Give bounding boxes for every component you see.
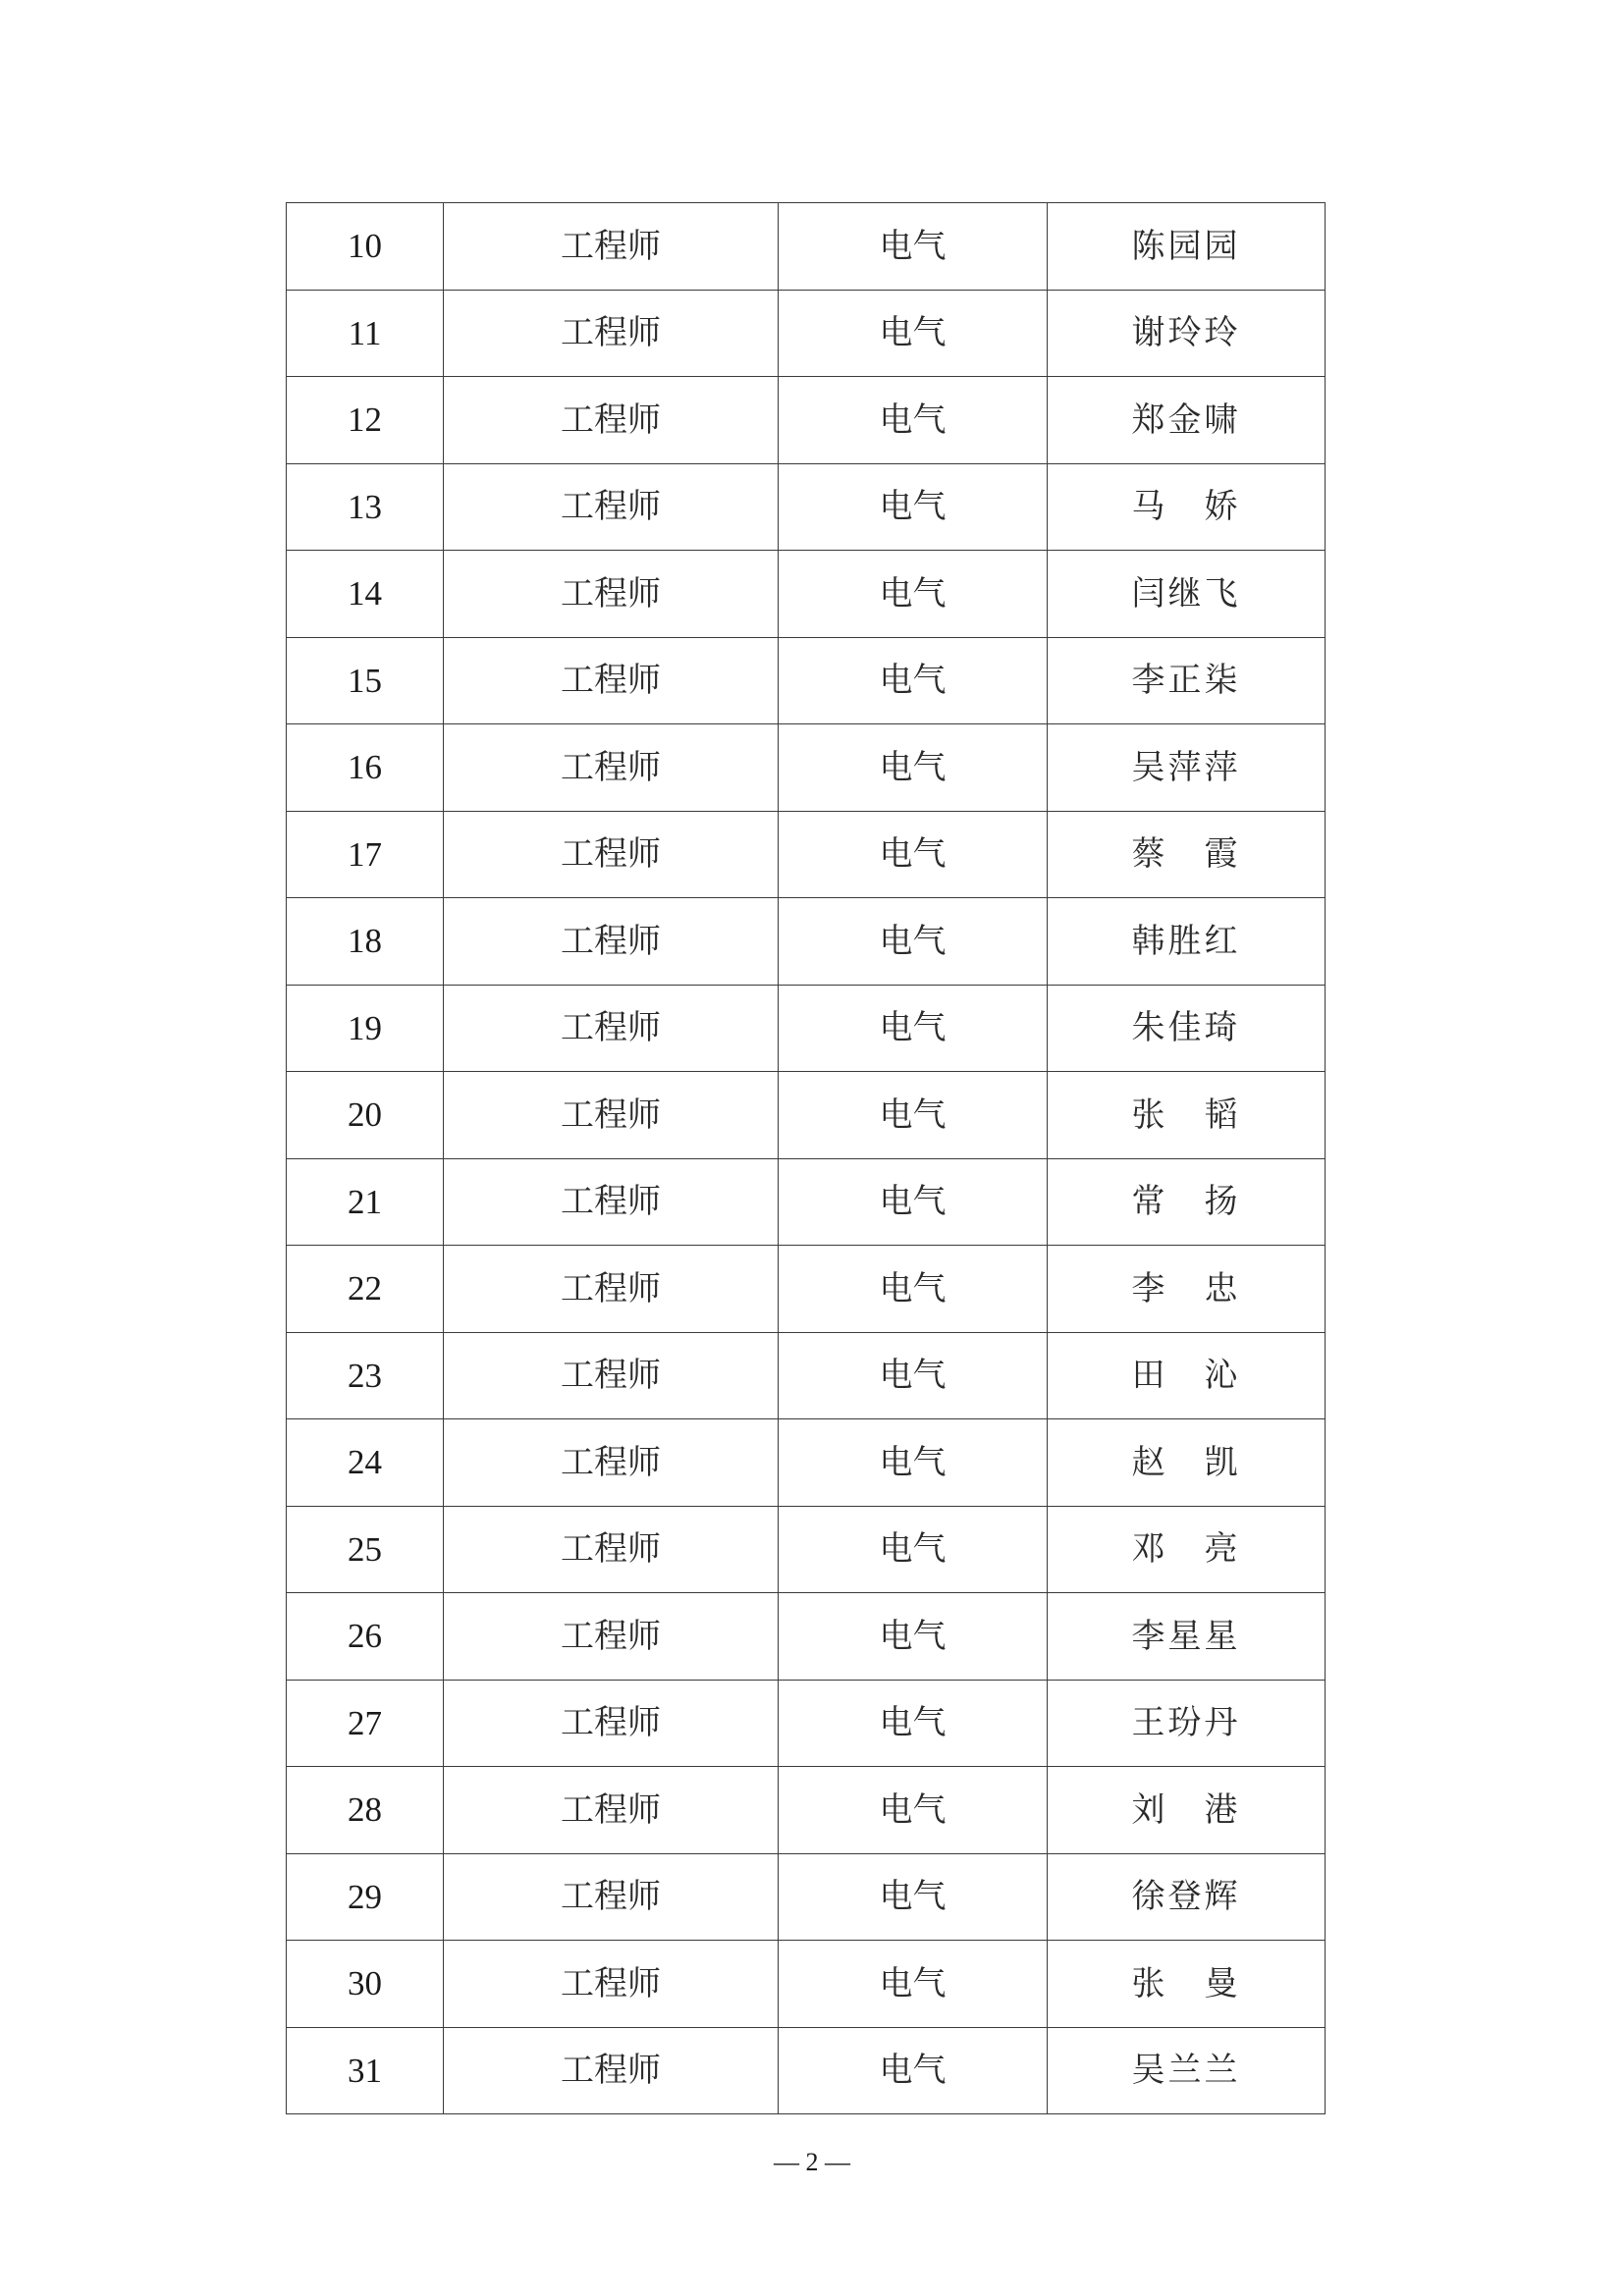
job-title-text: 工程师 (561, 313, 661, 353)
specialty-cell (779, 2027, 1048, 2114)
specialty-text: 电气 (879, 1963, 947, 2003)
row-number-text: 24 (348, 1443, 382, 1482)
row-number-text: 18 (348, 922, 382, 961)
person-name-cell (1048, 811, 1326, 898)
row-number-cell (287, 1941, 444, 2028)
table-row (287, 551, 1326, 638)
row-number-text: 25 (348, 1529, 382, 1569)
table-row (287, 290, 1326, 377)
job-title-cell (444, 1593, 779, 1681)
job-title-cell (444, 637, 779, 724)
specialty-cell (779, 377, 1048, 464)
person-name-text: 谢玲玲 (1131, 313, 1241, 353)
table-row (287, 2027, 1326, 2114)
row-number-text: 28 (348, 1790, 382, 1830)
row-number-text: 20 (348, 1095, 382, 1135)
specialty-cell (779, 290, 1048, 377)
person-name-cell (1048, 551, 1326, 638)
person-name-cell (1048, 1158, 1326, 1246)
job-title-text: 工程师 (561, 834, 661, 875)
person-name-text: 马 娇 (1131, 487, 1241, 527)
job-title-cell (444, 377, 779, 464)
person-name-text: 吴兰兰 (1131, 2051, 1241, 2091)
specialty-cell (779, 1506, 1048, 1593)
table-row (287, 463, 1326, 551)
specialty-text: 电气 (879, 921, 947, 961)
job-title-cell (444, 203, 779, 291)
person-name-cell (1048, 637, 1326, 724)
job-title-cell (444, 1246, 779, 1333)
specialty-text: 电气 (879, 1442, 947, 1482)
table-row (287, 1332, 1326, 1419)
job-title-cell (444, 551, 779, 638)
specialty-text: 电气 (879, 1703, 947, 1743)
row-number-cell (287, 551, 444, 638)
table-row (287, 724, 1326, 812)
specialty-cell (779, 637, 1048, 724)
table-row (287, 1593, 1326, 1681)
specialty-cell (779, 203, 1048, 291)
person-name-text: 李星星 (1131, 1616, 1241, 1656)
job-title-text: 工程师 (561, 1703, 661, 1743)
person-name-text: 赵 凯 (1131, 1442, 1241, 1482)
specialty-cell (779, 463, 1048, 551)
person-name-cell (1048, 1246, 1326, 1333)
specialty-text: 电气 (879, 1789, 947, 1830)
roster-table (286, 202, 1326, 2114)
specialty-text: 电气 (879, 747, 947, 787)
specialty-cell (779, 1941, 1048, 2028)
specialty-cell (779, 1767, 1048, 1854)
row-number-cell (287, 1506, 444, 1593)
job-title-text: 工程师 (561, 1616, 661, 1656)
row-number-cell (287, 203, 444, 291)
roster-table-body (287, 203, 1326, 2114)
job-title-cell (444, 463, 779, 551)
specialty-cell (779, 1680, 1048, 1767)
job-title-text: 工程师 (561, 226, 661, 266)
row-number-cell (287, 1246, 444, 1333)
table-row (287, 1767, 1326, 1854)
row-number-cell (287, 811, 444, 898)
specialty-text: 电气 (879, 400, 947, 440)
table-row (287, 1158, 1326, 1246)
specialty-cell (779, 1072, 1048, 1159)
specialty-text: 电气 (879, 487, 947, 527)
row-number-cell (287, 724, 444, 812)
specialty-text: 电气 (879, 1182, 947, 1222)
specialty-text: 电气 (879, 313, 947, 353)
specialty-cell (779, 1419, 1048, 1507)
table-row (287, 898, 1326, 986)
job-title-cell (444, 1419, 779, 1507)
specialty-text: 电气 (879, 226, 947, 266)
job-title-cell (444, 985, 779, 1072)
specialty-text: 电气 (879, 661, 947, 701)
person-name-cell (1048, 898, 1326, 986)
job-title-cell (444, 1941, 779, 2028)
row-number-text: 23 (348, 1356, 382, 1395)
job-title-text: 工程师 (561, 1529, 661, 1570)
person-name-text: 吴萍萍 (1131, 747, 1241, 787)
job-title-text: 工程师 (561, 1356, 661, 1396)
job-title-cell (444, 290, 779, 377)
job-title-cell (444, 811, 779, 898)
row-number-cell (287, 1767, 444, 1854)
job-title-text: 工程师 (561, 1008, 661, 1048)
specialty-text: 电气 (879, 1008, 947, 1048)
person-name-text: 徐登辉 (1131, 1877, 1241, 1917)
specialty-cell (779, 551, 1048, 638)
person-name-cell (1048, 1072, 1326, 1159)
job-title-cell (444, 898, 779, 986)
person-name-text: 常 扬 (1131, 1182, 1241, 1222)
job-title-cell (444, 1680, 779, 1767)
row-number-text: 29 (348, 1877, 382, 1916)
person-name-cell (1048, 290, 1326, 377)
job-title-text: 工程师 (561, 1095, 661, 1135)
person-name-text: 张 曼 (1131, 1963, 1241, 2003)
specialty-text: 电气 (879, 834, 947, 875)
person-name-text: 朱佳琦 (1131, 1008, 1241, 1048)
job-title-cell (444, 1506, 779, 1593)
person-name-cell (1048, 377, 1326, 464)
table-row (287, 811, 1326, 898)
table-row (287, 1680, 1326, 1767)
row-number-cell (287, 1853, 444, 1941)
specialty-text: 电气 (879, 1616, 947, 1656)
job-title-text: 工程师 (561, 487, 661, 527)
row-number-cell (287, 2027, 444, 2114)
row-number-cell (287, 377, 444, 464)
person-name-cell (1048, 1853, 1326, 1941)
row-number-text: 16 (348, 748, 382, 787)
person-name-cell (1048, 1332, 1326, 1419)
table-row (287, 377, 1326, 464)
job-title-text: 工程师 (561, 921, 661, 961)
person-name-text: 韩胜红 (1131, 921, 1241, 961)
person-name-text: 蔡 霞 (1131, 834, 1241, 875)
job-title-text: 工程师 (561, 2051, 661, 2091)
job-title-cell (444, 1853, 779, 1941)
specialty-text: 电气 (879, 1356, 947, 1396)
person-name-cell (1048, 1680, 1326, 1767)
row-number-cell (287, 1072, 444, 1159)
person-name-text: 陈园园 (1131, 226, 1241, 266)
person-name-text: 刘 港 (1131, 1789, 1241, 1830)
job-title-cell (444, 1158, 779, 1246)
page-number: — 2 — (774, 2148, 850, 2176)
person-name-text: 郑金啸 (1131, 400, 1241, 440)
person-name-text: 闫继飞 (1131, 573, 1241, 614)
row-number-cell (287, 985, 444, 1072)
row-number-text: 22 (348, 1269, 382, 1308)
row-number-text: 30 (348, 1964, 382, 2003)
job-title-text: 工程师 (561, 1442, 661, 1482)
specialty-text: 电气 (879, 1529, 947, 1570)
row-number-cell (287, 1593, 444, 1681)
row-number-cell (287, 463, 444, 551)
person-name-cell (1048, 1593, 1326, 1681)
person-name-cell (1048, 1767, 1326, 1854)
table-row (287, 1246, 1326, 1333)
specialty-cell (779, 1158, 1048, 1246)
person-name-cell (1048, 2027, 1326, 2114)
row-number-text: 10 (348, 227, 382, 266)
job-title-cell (444, 724, 779, 812)
job-title-text: 工程师 (561, 573, 661, 614)
specialty-cell (779, 1853, 1048, 1941)
job-title-cell (444, 2027, 779, 2114)
job-title-cell (444, 1072, 779, 1159)
person-name-text: 张 韬 (1131, 1095, 1241, 1135)
table-row (287, 637, 1326, 724)
row-number-text: 27 (348, 1703, 382, 1742)
specialty-cell (779, 1332, 1048, 1419)
job-title-text: 工程师 (561, 1182, 661, 1222)
row-number-cell (287, 898, 444, 986)
table-row (287, 985, 1326, 1072)
person-name-cell (1048, 1506, 1326, 1593)
row-number-text: 26 (348, 1617, 382, 1656)
job-title-text: 工程师 (561, 400, 661, 440)
specialty-text: 电气 (879, 2051, 947, 2091)
row-number-cell (287, 637, 444, 724)
row-number-cell (287, 1680, 444, 1767)
specialty-text: 电气 (879, 1877, 947, 1917)
row-number-text: 17 (348, 834, 382, 874)
person-name-text: 李 忠 (1131, 1268, 1241, 1308)
row-number-cell (287, 1419, 444, 1507)
person-name-cell (1048, 724, 1326, 812)
person-name-cell (1048, 1941, 1326, 2028)
specialty-cell (779, 811, 1048, 898)
specialty-cell (779, 898, 1048, 986)
table-row (287, 203, 1326, 291)
person-name-cell (1048, 1419, 1326, 1507)
job-title-text: 工程师 (561, 1789, 661, 1830)
specialty-cell (779, 1593, 1048, 1681)
person-name-cell (1048, 985, 1326, 1072)
row-number-text: 11 (348, 313, 382, 352)
person-name-text: 李正柒 (1131, 661, 1241, 701)
table-row (287, 1072, 1326, 1159)
row-number-cell (287, 290, 444, 377)
specialty-text: 电气 (879, 1268, 947, 1308)
row-number-text: 15 (348, 661, 382, 700)
specialty-text: 电气 (879, 573, 947, 614)
person-name-cell (1048, 203, 1326, 291)
person-name-text: 王玢丹 (1131, 1703, 1241, 1743)
job-title-text: 工程师 (561, 1963, 661, 2003)
person-name-cell (1048, 463, 1326, 551)
row-number-text: 13 (348, 487, 382, 526)
row-number-cell (287, 1158, 444, 1246)
row-number-text: 31 (348, 2051, 382, 2090)
specialty-text: 电气 (879, 1095, 947, 1135)
row-number-text: 12 (348, 400, 382, 440)
row-number-text: 19 (348, 1008, 382, 1047)
specialty-cell (779, 985, 1048, 1072)
row-number-cell (287, 1332, 444, 1419)
table-row (287, 1853, 1326, 1941)
job-title-text: 工程师 (561, 747, 661, 787)
job-title-text: 工程师 (561, 661, 661, 701)
person-name-text: 田 沁 (1131, 1356, 1241, 1396)
row-number-text: 14 (348, 574, 382, 614)
job-title-cell (444, 1332, 779, 1419)
job-title-cell (444, 1767, 779, 1854)
person-name-text: 邓 亮 (1131, 1529, 1241, 1570)
row-number-text: 21 (348, 1182, 382, 1221)
specialty-cell (779, 724, 1048, 812)
specialty-cell (779, 1246, 1048, 1333)
job-title-text: 工程师 (561, 1268, 661, 1308)
table-row (287, 1941, 1326, 2028)
table-row (287, 1419, 1326, 1507)
table-row (287, 1506, 1326, 1593)
job-title-text: 工程师 (561, 1877, 661, 1917)
